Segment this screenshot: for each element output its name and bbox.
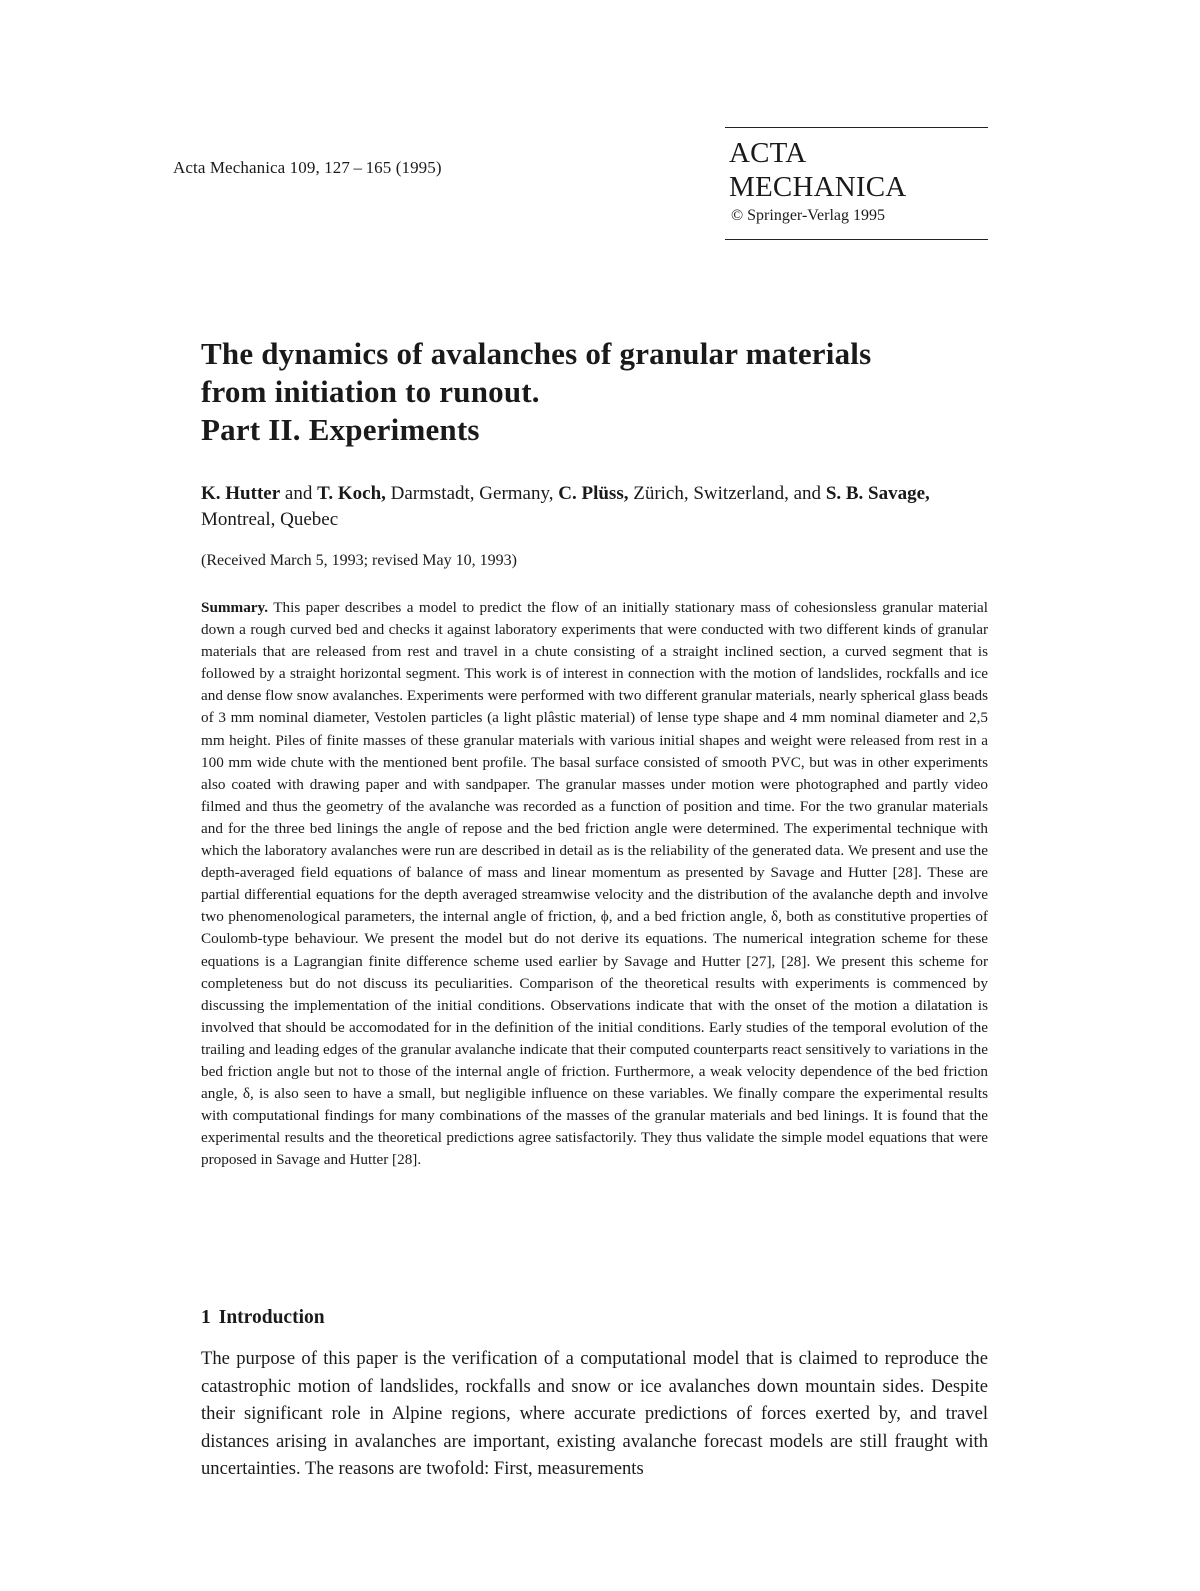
journal-name: ACTA MECHANICA <box>729 137 907 203</box>
journal-masthead <box>725 127 988 240</box>
author-separator: and <box>280 483 318 504</box>
abstract <box>201 597 988 1171</box>
author-name: C. Plüss, <box>558 483 629 504</box>
journal-citation: Acta Mechanica 109, 127 – 165 (1995) <box>173 158 442 177</box>
section-title: Introduction <box>218 1307 325 1328</box>
title-line-3: Part II. Experiments <box>201 412 480 447</box>
author-name: S. B. Savage, <box>825 483 930 504</box>
author-affiliation: Montreal, Quebec <box>201 509 339 530</box>
section-number: 1 <box>201 1307 211 1328</box>
author-list <box>201 481 991 533</box>
title-line-1: The dynamics of avalanches of granular materials <box>201 336 872 371</box>
author-affiliation: Darmstadt, Germany, <box>385 483 559 504</box>
copyright-notice: © Springer-Verlag 1995 <box>731 207 886 224</box>
paper-title <box>201 335 1001 449</box>
received-dates: (Received March 5, 1993; revised May 10, 1993) <box>201 552 517 569</box>
body-paragraph: The purpose of this paper is the verification of a computational model that is claimed to reproduce the catastrophic motion of landslides, rockfalls and snow or ice avalanches down mountain sides. Despite their significant role in Alpine regions, where accurate predictions of forces exerted by, and travel distances arising in avalanches are important, existing avalanche forecast models are still fraught with uncertainties. The reasons are twofold: First, measurements <box>201 1348 988 1479</box>
section-heading <box>201 1307 325 1329</box>
author-name: T. Koch, <box>317 483 386 504</box>
abstract-label: Summary. <box>201 599 269 616</box>
title-line-2: from initiation to runout. <box>201 374 540 409</box>
author-name: K. Hutter <box>201 483 281 504</box>
abstract-text: This paper describes a model to predict the flow of an initially stationary mass of cohesionsless granular material down a rough curved bed and checks it against laboratory experiments that were conducted with two different kinds of granular materials that are released from rest and travel in a chute consisting of a straight inclined section, a curved segment that is followed by a straight horizontal segment. This work is of interest in connection with the motion of landslides, rockfalls and ice and dense flow snow avalanches. Experiments were performed with two different granular materials, nearly spherical glass beads of 3 mm nominal diameter, Vestolen particles (a light plâstic material) of lense type shape and 4 mm nominal diameter and 2,5 mm height. Piles of finite masses of these granular materials with various initial shapes and weight were released from rest in a 100 mm wide chute with the mentioned bent profile. The basal surface consisted of smooth PVC, but was in other experiments also coated with drawing paper and with sandpaper. The granular masses under motion were photographed and partly video filmed and thus the geometry of the avalanche was recorded as a function of position and time. For the two granular materials and for the three bed linings the angle of repose and the bed friction angle were determined. The experimental technique with which the laboratory avalanches were run are described in detail as is the reliability of the generated data. We present and use the depth-averaged field equations of balance of mass and linear momentum as presented by Savage and Hutter [28]. These are partial differential equations for the depth averaged streamwise velocity and the distribution of the avalanche depth and involve two phenomenological parameters, the internal angle of friction, ϕ, and a bed friction angle, δ, both as constitutive properties of Coulomb-type behaviour. We present the model but do not derive its equations. The numerical integration scheme for these equations is a Lagrangian finite difference scheme used earlier by Savage and Hutter [27], [28]. We present this scheme for completeness but do not discuss its peculiarities. Comparison of the theoretical results with experiments is commenced by discussing the implementation of the initial conditions. Observations indicate that with the onset of the motion a dilatation is involved that should be accomodated for in the definition of the initial conditions. Early studies of the temporal evolution of the trailing and leading edges of the granular avalanche indicate that their computed counterparts react sensitively to variations in the bed friction angle but not to those of the internal angle of friction. Furthermore, a weak velocity dependence of the bed friction angle, δ, is also seen to have a small, but negligible influence on these variables. We finally compare the experimental results with computational findings for many combinations of the masses of the granular materials and bed linings. It is found that the experimental results and the theoretical predictions agree satisfactorily. They thus validate the simple model equations that were proposed in Savage and Hutter [28]. <box>201 599 988 1169</box>
author-affiliation: Zürich, Switzerland, and <box>628 483 826 504</box>
